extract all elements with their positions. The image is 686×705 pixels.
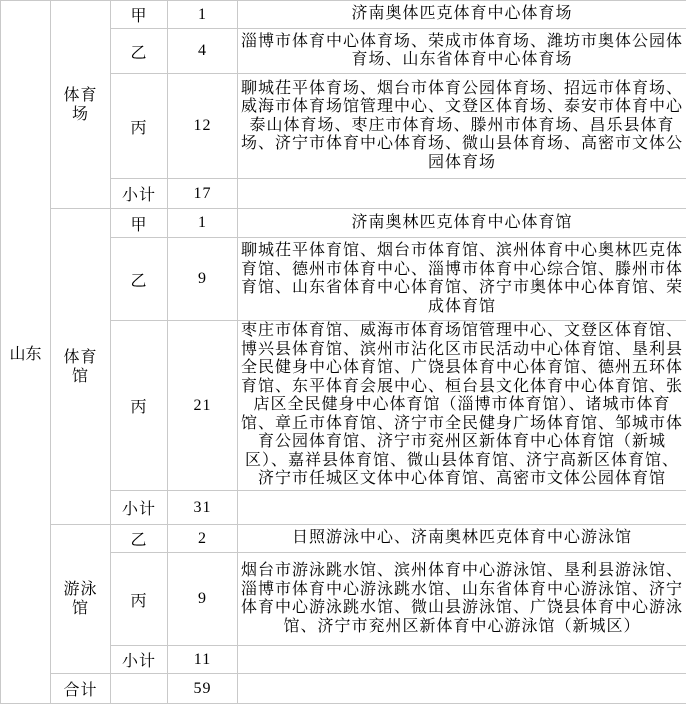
table-row <box>1 1 686 29</box>
venues-cell-empty <box>238 179 686 209</box>
count-cell: 1 <box>168 209 238 238</box>
venues-cell: 聊城茌平体育场、烟台市体育公园体育场、招远市体育场、威海市体育场馆管理中心、文登区体育场、泰安市体育中心泰山体育场、枣庄市体育场、滕州市体育场、昌乐县体育场、济宁市体育中心体育场、微山县体育场、高密市文体公园体育场 <box>238 74 686 179</box>
total-grade-cell-empty <box>111 674 168 704</box>
subtotal-count-cell: 17 <box>168 179 238 209</box>
count-cell: 1 <box>168 1 238 29</box>
total-venues-cell-empty <box>238 674 686 704</box>
venues-cell-empty <box>238 646 686 674</box>
grade-cell: 乙 <box>111 525 168 553</box>
table-row-total <box>1 674 686 704</box>
venues-cell: 枣庄市体育馆、威海市体育场馆管理中心、文登区体育馆、博兴县体育馆、滨州市沾化区市民活动中心体育馆、垦利县全民健身中心体育馆、广饶县体育中心体育馆、德州五环体育馆、东平体育会展中心、桓台县文化体育中心体育馆、张店区全民健身中心体育馆（淄博市体育馆）、诸城市体育馆、章丘市体育馆、济宁市全民健身广场体育馆、邹城市体育公园体育馆、济宁市兖州区新体育中心体育馆（新城区）、嘉祥县体育馆、微山县体育馆、济宁高新区体育馆、济宁市任城区文体中心体育馆、高密市文体公园体育馆 <box>238 321 686 491</box>
category-cell-gymnasium <box>51 209 111 525</box>
venues-cell: 日照游泳中心、济南奥林匹克体育中心游泳馆 <box>238 525 686 553</box>
subtotal-label-cell: 小计 <box>111 646 168 674</box>
grade-cell: 丙 <box>111 321 168 491</box>
grade-cell: 甲 <box>111 209 168 238</box>
venues-cell: 济南奥体匹克体育中心体育场 <box>238 1 686 29</box>
venues-cell: 济南奥林匹克体育中心体育馆 <box>238 209 686 238</box>
subtotal-label-cell: 小计 <box>111 491 168 525</box>
province-cell <box>1 1 51 704</box>
grade-cell: 丙 <box>111 74 168 179</box>
count-cell: 9 <box>168 553 238 646</box>
count-cell: 4 <box>168 29 238 74</box>
subtotal-label-cell: 小计 <box>111 179 168 209</box>
count-cell: 2 <box>168 525 238 553</box>
subtotal-count-cell: 11 <box>168 646 238 674</box>
venues-cell: 聊城茌平体育馆、烟台市体育馆、滨州体育中心奥林匹克体育馆、德州市体育中心、淄博市体育中心综合馆、滕州市体育馆、山东省体育中心体育馆、济宁市奥体中心体育馆、荣成体育馆 <box>238 238 686 321</box>
category-label: 游泳馆 <box>63 581 98 617</box>
venues-cell: 淄博市体育中心体育场、荣成市体育场、潍坊市奥体公园体育场、山东省体育中心体育场 <box>238 29 686 74</box>
category-label: 体育馆 <box>63 348 98 385</box>
table-row <box>1 525 686 553</box>
count-cell: 12 <box>168 74 238 179</box>
subtotal-count-cell: 31 <box>168 491 238 525</box>
category-cell-natatorium <box>51 525 111 674</box>
table-row <box>1 209 686 238</box>
count-cell: 9 <box>168 238 238 321</box>
category-cell-stadium <box>51 1 111 209</box>
province-label: 山东 <box>9 345 42 363</box>
grade-cell: 甲 <box>111 1 168 29</box>
count-cell: 21 <box>168 321 238 491</box>
venues-cell: 烟台市游泳跳水馆、滨州体育中心游泳馆、垦利县游泳馆、淄博市体育中心游泳跳水馆、山东省体育中心游泳馆、济宁体育中心游泳跳水馆、微山县游泳馆、广饶县体育中心游泳馆、济宁市兖州区新体育中心游泳馆（新城区） <box>238 553 686 646</box>
grade-cell: 乙 <box>111 29 168 74</box>
grade-cell: 丙 <box>111 553 168 646</box>
venues-cell-empty <box>238 491 686 525</box>
total-label-cell: 合计 <box>51 674 111 704</box>
grade-cell: 乙 <box>111 238 168 321</box>
total-count-cell: 59 <box>168 674 238 704</box>
category-label: 体育场 <box>63 86 98 123</box>
